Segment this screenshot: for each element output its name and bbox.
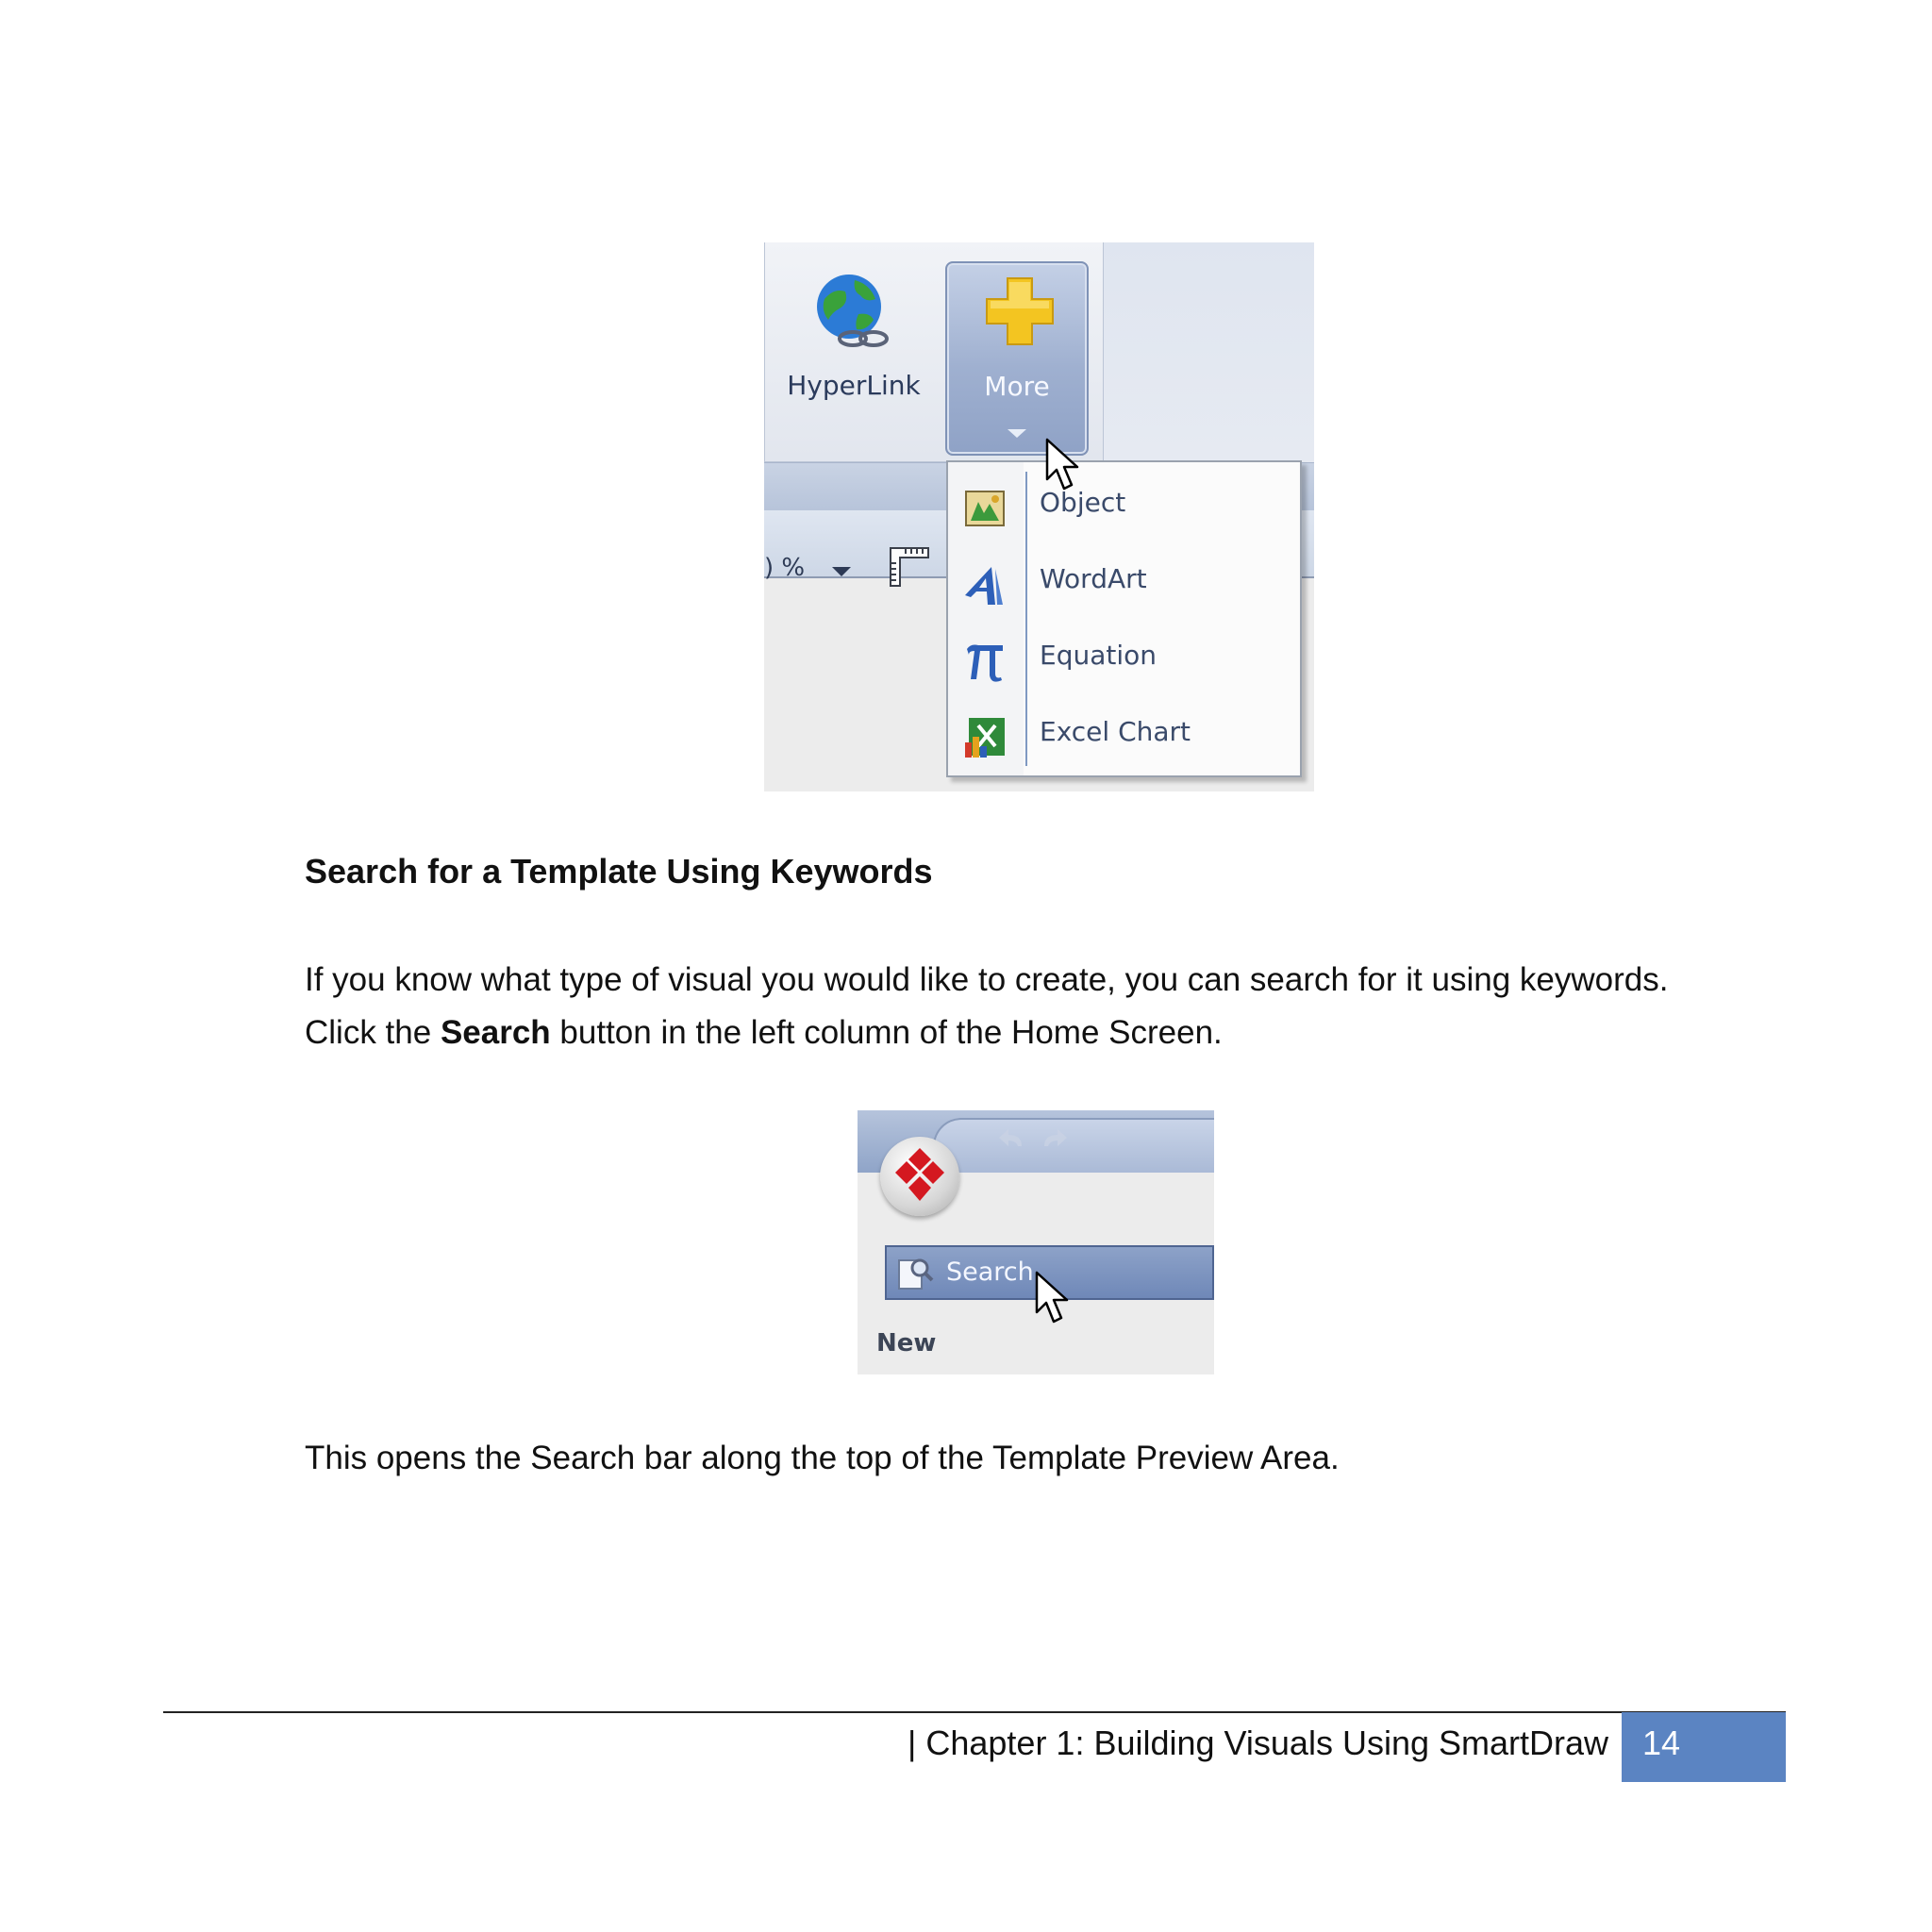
search-icon (896, 1255, 934, 1292)
smartdraw-logo-button[interactable] (880, 1137, 959, 1216)
search-screenshot (858, 1110, 1214, 1374)
footer-chapter-title: | Chapter 1: Building Visuals Using SmartDraw (908, 1724, 1609, 1762)
dropdown-caret-icon (1008, 429, 1026, 438)
hyperlink-button-label[interactable]: HyperLink (787, 370, 921, 401)
menu-item-excel-chart[interactable] (948, 699, 1300, 774)
menu-item-label: WordArt (1040, 563, 1147, 594)
search-bar-paragraph: This opens the Search bar along the top of the Template Preview Area. (305, 1440, 1340, 1476)
search-emphasis: Search (440, 1014, 551, 1051)
hyperlink-globe-icon (811, 271, 892, 352)
menu-item-label: Object (1040, 487, 1126, 518)
new-section-label: New (876, 1329, 937, 1357)
section-heading: Search for a Template Using Keywords (305, 852, 933, 891)
more-button[interactable] (945, 261, 1089, 456)
plus-icon (983, 275, 1057, 348)
page-number: 14 (1642, 1724, 1681, 1762)
menu-item-equation[interactable] (948, 623, 1300, 698)
page-number-box (1622, 1712, 1786, 1782)
redo-icon[interactable] (1041, 1127, 1069, 1150)
paragraph-line (305, 1007, 1668, 1059)
ruler-icon[interactable] (889, 544, 930, 588)
search-button-label: Search (946, 1257, 1034, 1287)
mouse-cursor-icon (1045, 438, 1083, 494)
smartdraw-logo-icon (891, 1146, 948, 1205)
menu-item-object[interactable] (948, 470, 1300, 545)
excel-chart-icon (963, 716, 1007, 759)
ribbon-screenshot (764, 242, 1314, 791)
zoom-percent-text[interactable]: ) % (764, 554, 806, 582)
menu-item-wordart[interactable] (948, 546, 1300, 622)
pi-icon (963, 640, 1007, 683)
undo-icon[interactable] (997, 1127, 1025, 1150)
paragraph-line: If you know what type of visual you would like to create, you can search for it using keywords. (305, 961, 1669, 998)
intro-paragraph (305, 954, 1668, 1059)
more-button-label: More (984, 371, 1050, 402)
footer-rule (163, 1711, 1786, 1713)
quick-access-tab (933, 1118, 1214, 1176)
zoom-dropdown-caret-icon[interactable] (832, 567, 851, 576)
object-icon (963, 487, 1007, 530)
wordart-icon (963, 563, 1007, 607)
menu-item-label: Equation (1040, 640, 1158, 671)
menu-item-label: Excel Chart (1040, 716, 1191, 747)
more-dropdown-menu (946, 460, 1302, 777)
text-run: Click the (305, 1014, 441, 1051)
mouse-cursor-icon (1035, 1271, 1073, 1327)
text-run: button in the left column of the Home Screen. (550, 1014, 1223, 1051)
